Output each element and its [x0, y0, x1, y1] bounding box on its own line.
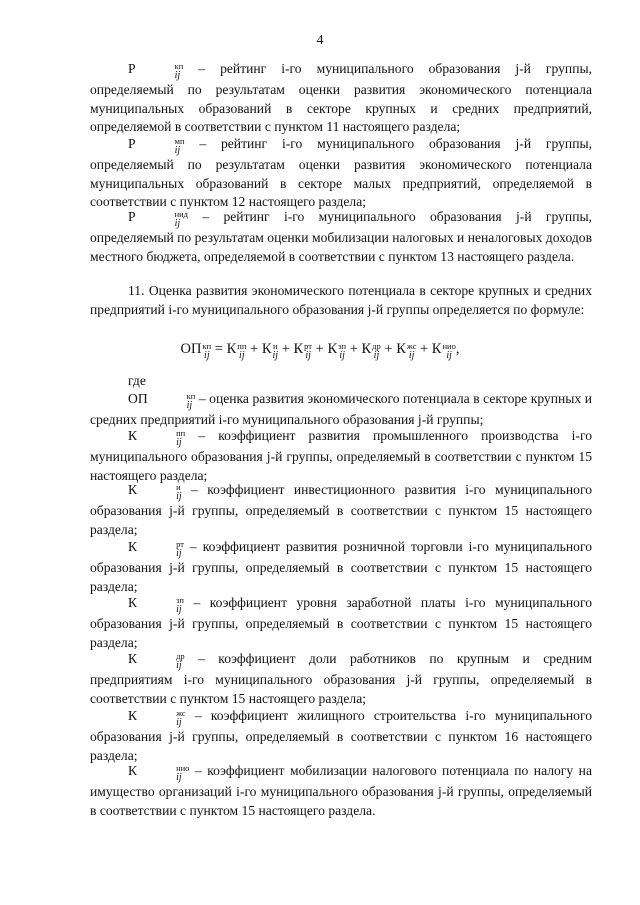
definition-k-rt — [90, 538, 592, 596]
where-word: где — [128, 373, 146, 388]
definition-text: – рейтинг i-го муниципального образования j-й группы, определяемый по результатам оценки развития экономического потенциала муниципальных образований в секторе малых предприятий, определяемой в соответствии с пунктом 12 настоящего раздела; — [90, 136, 592, 210]
symbol: К нио ij — [128, 763, 190, 783]
definition-text: – коэффициент инвестиционного развития i-го муниципального образования j-й группы, определяемый в соответствии с пунктом 15 настоящего раздела; — [90, 482, 592, 537]
formula-term: К зп ij — [327, 341, 347, 361]
formula — [0, 340, 640, 361]
symbol: К зп ij — [128, 595, 184, 615]
page-number: 4 — [316, 33, 324, 48]
symbol: К жс ij — [128, 708, 186, 728]
formula-plus: + — [278, 341, 294, 357]
formula-plus: + — [380, 341, 397, 357]
formula-plus: + — [246, 341, 262, 357]
symbol: Р кп ij — [128, 61, 184, 81]
formula-plus: + — [312, 341, 328, 357]
formula-plus: + — [416, 341, 432, 357]
definition-k-pp — [90, 427, 592, 485]
symbol: К др ij — [128, 651, 185, 671]
formula-equals: = — [211, 341, 227, 357]
symbol: К рт ij — [128, 539, 184, 559]
formula-term: К и ij — [261, 341, 279, 361]
definition-rating-nid — [90, 208, 592, 266]
formula-term: К нио ij — [431, 341, 456, 361]
definition-k-zhs — [90, 707, 592, 765]
formula-term: К пп ij — [226, 341, 247, 361]
formula-term: К др ij — [361, 341, 381, 361]
formula-trail: , — [455, 341, 460, 357]
symbol: ОП кп ij — [128, 391, 196, 411]
formula-term: К рт ij — [293, 341, 313, 361]
section-11-paragraph: 11. Оценка развития экономического потенциала в секторе крупных и средних предприятий i-го муниципального образования j-й группы определяется по формуле: — [90, 283, 592, 317]
definition-text: – рейтинг i-го муниципального образования j-й группы, определяемый по результатам оценки развития экономического потенциала муниципальных образований в секторе крупных и средних предприятий, определяемой в соответствии с пунктом 11 настоящего раздела; — [90, 61, 592, 135]
definition-text: – коэффициент жилищного строительства i-го муниципального образования j-й группы, определяемый в соответствии с пунктом 16 настоящего раздела; — [90, 708, 592, 763]
formula-term: К жс ij — [396, 341, 417, 361]
definition-text: – рейтинг i-го муниципального образования j-й группы, определяемый по результатам оценки мобилизации налоговых и неналоговых доходов местного бюджета, определяемой в соответствии с пунктом 13 настоящего раздела. — [90, 209, 592, 264]
definition-rating-mp — [90, 135, 592, 212]
formula-plus: + — [346, 341, 362, 357]
formula-lhs: ОП кп ij — [180, 341, 212, 361]
definition-text: – коэффициент доли работников по крупным и средним предприятиям i-го муниципального образования j-й группы, определяемый в соответствии с пунктом 15 настоящего раздела; — [90, 651, 592, 706]
definition-k-i — [90, 481, 592, 539]
definition-text: – оценка развития экономического потенциала в секторе крупных и средних предприятий i-го муниципального образования j-й группы; — [90, 391, 592, 427]
symbol: К и ij — [128, 482, 182, 502]
symbol: К пп ij — [128, 428, 186, 448]
definition-k-dr — [90, 650, 592, 708]
symbol: Р мп ij — [128, 136, 185, 156]
definition-text: – коэффициент развития розничной торговли i-го муниципального образования j-й группы, определяемый в соответствии с пунктом 15 настоящего раздела; — [90, 539, 592, 594]
definition-rating-kp — [90, 60, 592, 137]
definition-k-zp — [90, 594, 592, 652]
definition-k-nio — [90, 762, 592, 820]
definition-text: – коэффициент уровня заработной платы i-го муниципального образования j-й группы, определяемый в соответствии с пунктом 15 настоящего раздела; — [90, 595, 592, 650]
definition-text: – коэффициент мобилизации налогового потенциала по налогу на имущество организаций i-го муниципального образования j-й группы, определяемый в соответствии с пунктом 15 настоящего раздела. — [90, 763, 592, 818]
symbol: Р нид ij — [128, 209, 188, 229]
formula-terms — [226, 341, 456, 361]
definition-op-kp — [90, 390, 592, 430]
definition-text: – коэффициент развития промышленного производства i-го муниципального образования j-й группы, определяемый в соответствии с пунктом 15 настоящего раздела; — [90, 428, 592, 483]
